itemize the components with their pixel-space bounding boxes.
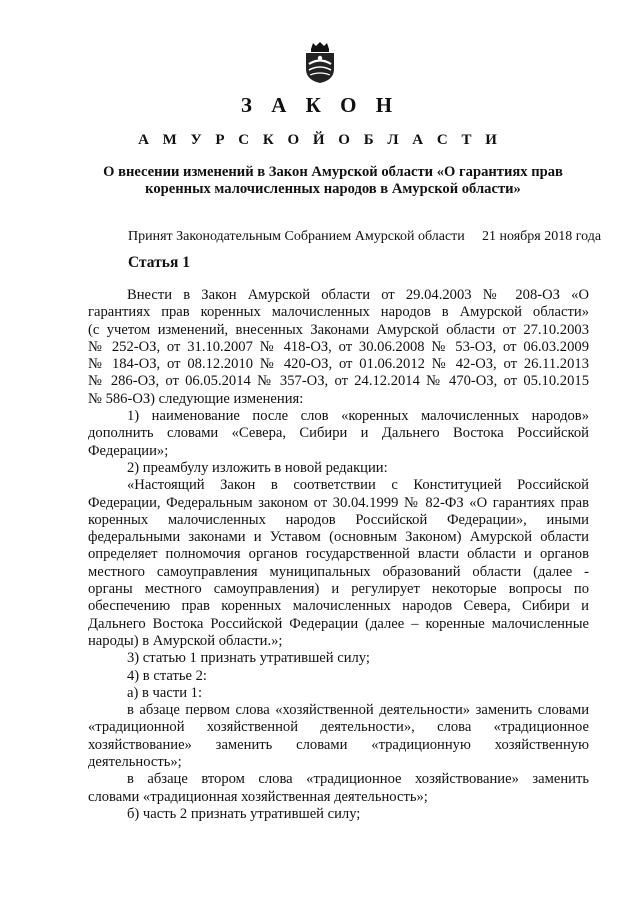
body-line: 3) статью 1 признать утратившей силу; bbox=[127, 650, 370, 667]
body-line: обеспечению прав коренных малочисленных народов Севера, Сибири и bbox=[88, 598, 589, 615]
adoption-authority: Принят Законодательным Собранием Амурской области bbox=[128, 229, 465, 244]
body-line: народы) в Амурской области.»; bbox=[88, 632, 283, 649]
region-title: А М У Р С К О Й О Б Л А С Т И bbox=[138, 132, 502, 148]
body-line: органы местного самоуправления) и регулирует некоторые вопросы по bbox=[88, 581, 589, 598]
body-line: № 286-ОЗ, от 06.05.2014 № 357-ОЗ, от 24.12.2014 № 470-ОЗ, от 05.10.2015 bbox=[88, 373, 589, 390]
body-line: Федерации, Федеральным законом от 30.04.1999 № 82-ФЗ «О гарантиях прав bbox=[88, 494, 589, 511]
article-heading: Статья 1 bbox=[128, 254, 190, 271]
body-line: № 252-ОЗ, от 31.10.2007 № 418-ОЗ, от 30.06.2008 № 53-ОЗ, от 06.03.2009 bbox=[88, 338, 589, 355]
body-line: № 184-ОЗ, от 08.12.2010 № 420-ОЗ, от 01.06.2012 № 42-ОЗ, от 26.11.2013 bbox=[88, 356, 589, 373]
body-line: Федерации»; bbox=[88, 442, 169, 459]
body-line: гарантиях прав коренных малочисленных народов в Амурской области» bbox=[88, 304, 589, 321]
subject-line: О внесении изменений в Закон Амурской области «О гарантиях прав bbox=[103, 164, 563, 180]
body-line: словами «традиционная хозяйственная деятельность»; bbox=[88, 788, 428, 805]
coat-of-arms-icon bbox=[303, 42, 337, 84]
adoption-date: 21 ноября 2018 года bbox=[482, 229, 602, 244]
law-subject bbox=[88, 164, 578, 199]
body-line: федеральными законами и Уставом (основным Законом) Амурской области bbox=[88, 529, 589, 546]
body-line: местного самоуправления муниципальных образований области (далее - bbox=[88, 563, 589, 580]
body-line: (с учетом изменений, внесенных Законами Амурской области от 27.10.2003 bbox=[88, 321, 589, 338]
subject-line: коренных малочисленных народов в Амурской области» bbox=[145, 181, 521, 198]
body-line: а) в части 1: bbox=[127, 684, 203, 701]
body-line: Внести в Закон Амурской области от 29.04.2003 № 208-ОЗ «О bbox=[127, 287, 589, 303]
body-line: 1) наименование после слов «коренных малочисленных народов» bbox=[127, 408, 589, 425]
body-line: деятельность»; bbox=[88, 754, 182, 771]
body-line: «Настоящий Закон в соответствии с Конституцией Российской bbox=[127, 477, 589, 494]
body-line: определяет полномочия органов государственной власти области и органов bbox=[88, 546, 589, 563]
body-line: № 586-ОЗ) следующие изменения: bbox=[88, 390, 304, 407]
body-line: Дальнего Востока Российской Федерации (далее – коренные малочисленные bbox=[88, 615, 589, 632]
article-body bbox=[88, 287, 589, 823]
body-line: в абзаце первом слова «хозяйственной деятельности» заменить словами bbox=[127, 702, 589, 719]
body-line: 2) преамбулу изложить в новой редакции: bbox=[127, 459, 388, 476]
body-line: 4) в статье 2: bbox=[127, 667, 207, 684]
body-line: б) часть 2 признать утратившей силу; bbox=[127, 805, 361, 822]
document-title: З А К О Н bbox=[240, 93, 400, 117]
body-line: в абзаце втором слова «традиционное хозяйствование» заменить bbox=[127, 771, 589, 788]
body-line: хозяйствование» заменить словами «традиционную хозяйственную bbox=[88, 736, 589, 753]
body-line: дополнить словами «Севера, Сибири и Дальнего Востока Российской bbox=[88, 425, 589, 442]
body-line: «традиционной хозяйственной деятельности», слова «традиционное bbox=[88, 719, 589, 736]
body-line: коренных малочисленных народов Российской Федерации», иными bbox=[88, 511, 589, 528]
